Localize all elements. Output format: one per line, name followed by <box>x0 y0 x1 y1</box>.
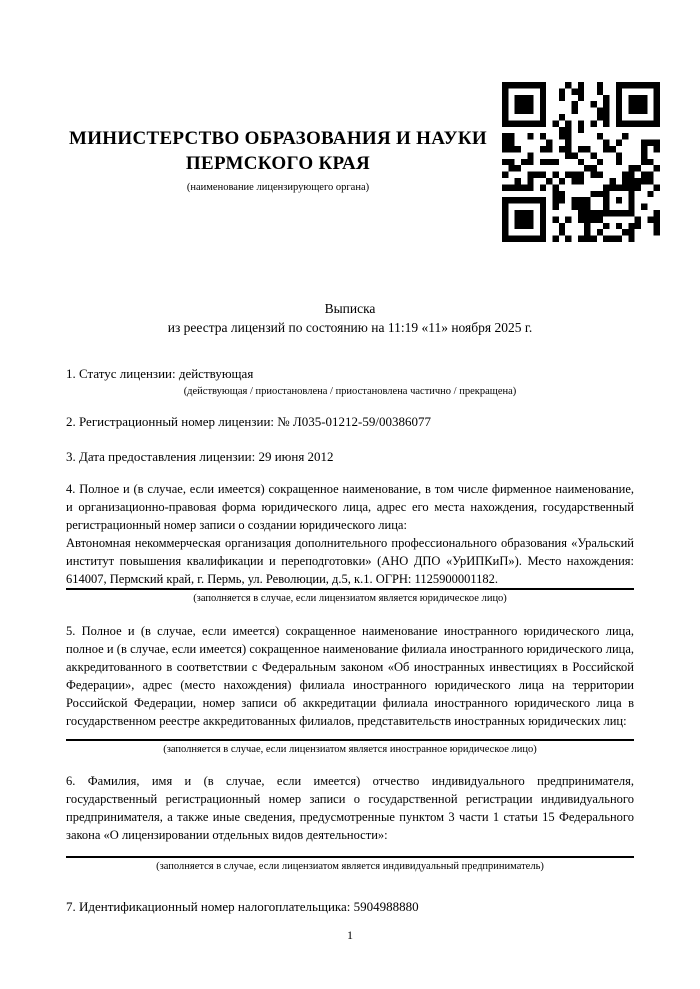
foreign-entity-fill-line <box>66 739 634 741</box>
legal-entity-caption: (заполняется в случае, если лицензиатом является юридическое лицо) <box>193 593 507 604</box>
qr-code <box>502 82 660 242</box>
individual-entrepreneur-blank <box>66 844 634 856</box>
item-individual-entrepreneur <box>66 772 634 874</box>
document-title-line1: Выписка <box>324 301 376 316</box>
grant-date-text: 3. Дата предоставления лицензии: 29 июня 2012 <box>66 449 334 464</box>
legal-entity-fill-line <box>66 588 634 590</box>
legal-entity-value: Автономная некоммерческая организация дополнительного профессионального образования «Уральский институт повышения квалификации и переподготовки» (АНО ДПО «УрИПКиП»). Место нахождения: 614007, Пермский край, г. Пермь, ул. Революции, д.5, к.1. ОГРН: 1125900001182. <box>66 536 634 586</box>
document-title-line2: из реестра лицензий по состоянию на 11:19 «11» ноября 2025 г. <box>167 320 533 335</box>
ministry-name-line2: ПЕРМСКОГО КРАЯ <box>185 153 371 174</box>
individual-entrepreneur-prompt: 6. Фамилия, имя и (в случае, если имеется) отчество индивидуального предпринимателя, государственный регистрационный номер записи о государственной регистрации индивидуального предпринимателя, а также иные сведения, предусмотренные пунктом 3 части 1 статьи 15 Федерального закона «О лицензировании отдельных видов деятельности»: <box>66 774 634 842</box>
item-license-status <box>66 364 634 399</box>
individual-entrepreneur-fill-line <box>66 856 634 858</box>
item-grant-date <box>66 447 634 466</box>
registration-number-text: 2. Регистрационный номер лицензии: № Л035-01212-59/00386077 <box>66 414 432 429</box>
legal-entity-prompt: 4. Полное и (в случае, если имеется) сокращенное наименование, в том числе фирменное наименование, и организационно-правовая форма юридического лица, адрес его места нахождения, государственный регистрационный номер записи о создании юридического лица: <box>66 482 634 532</box>
licensing-authority-header <box>66 126 490 195</box>
foreign-entity-caption: (заполняется в случае, если лицензиатом является иностранное юридическое лицо) <box>163 744 537 755</box>
foreign-entity-blank <box>66 730 634 739</box>
foreign-entity-prompt: 5. Полное и (в случае, если имеется) сокращенное наименование иностранного юридического лица, полное и (в случае, если имеется) сокращенное наименование филиала иностранного юридического лица, аккредитованного в соответствии с Федеральным законом «Об иностранных инвестициях в Российской Федерации», адрес (место нахождения) филиала иностранного юридического лица на территории Российской Федерации, номер записи об аккредитации филиала иностранного юридического лица в государственном реестре аккредитованных филиалов, представительств иностранных юридических лиц: <box>66 624 634 728</box>
taxpayer-number-text: 7. Идентификационный номер налогоплательщика: 5904988880 <box>66 899 419 914</box>
license-status-text: 1. Статус лицензии: действующая <box>66 366 254 381</box>
item-legal-entity <box>66 480 634 606</box>
page-number: 1 <box>347 928 353 942</box>
individual-entrepreneur-caption: (заполняется в случае, если лицензиатом является индивидуальный предприниматель) <box>156 861 544 872</box>
item-registration-number <box>66 412 634 431</box>
ministry-name-line1: МИНИСТЕРСТВО ОБРАЗОВАНИЯ И НАУКИ <box>68 128 488 149</box>
document-title <box>66 299 634 337</box>
item-foreign-entity <box>66 622 634 757</box>
item-taxpayer-number <box>66 897 634 916</box>
licensing-authority-caption: (наименование лицензирующего органа) <box>186 182 370 193</box>
license-status-options-caption: (действующая / приостановлена / приостановлена частично / прекращена) <box>183 386 517 397</box>
